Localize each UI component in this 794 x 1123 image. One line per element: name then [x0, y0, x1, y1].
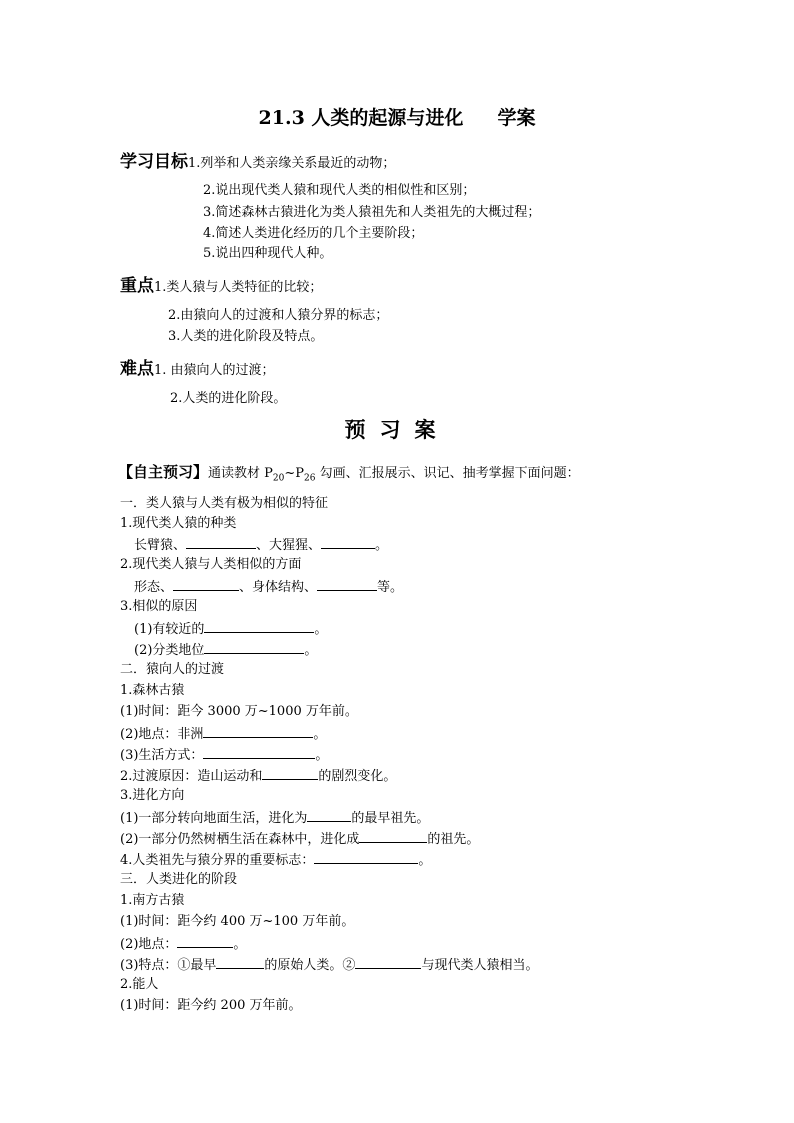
- question-heading: 2.现代类人猿与人类相似的方面: [120, 557, 302, 572]
- question-line: 形态、 、身体结构、 等。: [134, 577, 403, 597]
- answer-blank[interactable]: [186, 535, 256, 549]
- question-line: (1)时间：距今约 200 万年前。: [120, 998, 302, 1013]
- key-point-item: 3.人类的进化阶段及特点。: [168, 329, 324, 344]
- self-study-label: 【自主预习】: [118, 463, 209, 481]
- answer-blank[interactable]: [177, 934, 233, 948]
- section-heading: 一．类人猿与人类有极为相似的特征: [120, 496, 329, 511]
- question-line: (1)有较近的 。: [134, 619, 327, 639]
- key-point-item: 2.由猿向人的过渡和人猿分界的标志；: [168, 308, 389, 323]
- question-line: (2)一部分仍然树栖生活在森林中，进化成 的祖先。: [120, 829, 479, 849]
- answer-blank[interactable]: [203, 724, 313, 738]
- answer-blank[interactable]: [204, 619, 314, 633]
- key-points-line-1: [120, 277, 322, 297]
- title-suffix: 学案: [497, 107, 536, 129]
- objective-item: 1.列举和人类亲缘关系最近的动物；: [188, 156, 396, 171]
- objective-item: 5.说出四种现代人种。: [203, 246, 333, 261]
- answer-blank[interactable]: [307, 808, 351, 822]
- difficult-point-item: 2.人类的进化阶段。: [170, 391, 287, 406]
- question-line: 4.人类祖先与猿分界的重要标志： 。: [120, 850, 431, 870]
- question-line: (1)时间：距今 3000 万~1000 万年前。: [120, 704, 358, 719]
- question-heading: 3.相似的原因: [120, 599, 198, 614]
- question-heading: 2.能人: [120, 977, 159, 992]
- preview-heading: 预习案: [344, 417, 450, 442]
- answer-blank[interactable]: [321, 535, 375, 549]
- difficult-points-line-1: [120, 360, 275, 380]
- key-point-item: 1.类人猿与人类特征的比较；: [154, 280, 323, 295]
- question-line: (3)特点：①最早 的原始人类。② 与现代类人猿相当。: [120, 955, 538, 975]
- answer-blank[interactable]: [173, 577, 239, 591]
- key-points-heading: 重点: [120, 276, 154, 296]
- question-line: (2)地点：非洲 。: [120, 724, 326, 744]
- answer-blank[interactable]: [262, 766, 318, 780]
- objectives-line-1: [120, 153, 395, 173]
- question-line: 2.过渡原因：造山运动和 的剧烈变化。: [120, 766, 396, 786]
- answer-blank[interactable]: [203, 745, 315, 759]
- objective-item: 2.说出现代类人猿和现代人类的相似性和区别；: [203, 183, 476, 198]
- answer-blank[interactable]: [216, 955, 264, 969]
- difficult-points-heading: 难点: [120, 359, 154, 379]
- answer-blank[interactable]: [314, 850, 418, 864]
- section-heading: 二．猿向人的过渡: [120, 662, 225, 677]
- question-heading: 3.进化方向: [120, 788, 185, 803]
- question-heading: 1.现代类人猿的种类: [120, 516, 237, 531]
- question-heading: 1.森林古猿: [120, 683, 185, 698]
- question-line: (3)生活方式： 。: [120, 745, 328, 765]
- document-title: [0, 106, 794, 130]
- self-study-line: 【自主预习】通读教材 $P_{20}\sim P_{26}$ 勾画、汇报展示、识记、抽考掌握下面问题：: [118, 463, 580, 484]
- difficult-point-item: 1. 由猿向人的过渡；: [154, 363, 275, 378]
- question-heading: 1.南方古猿: [120, 893, 185, 908]
- objective-item: 4.简述人类进化经历的几个主要阶段；: [203, 226, 424, 241]
- answer-blank[interactable]: [317, 577, 377, 591]
- objective-item: 3.简述森林古猿进化为类人猿祖先和人类祖先的大概过程；: [203, 205, 541, 220]
- objectives-heading: 学习目标: [120, 152, 188, 172]
- question-line: (1)一部分转向地面生活，进化为 的最早祖先。: [120, 808, 429, 828]
- question-line: (2)地点： 。: [120, 934, 246, 954]
- question-line: (2)分类地位 。: [134, 640, 317, 660]
- section-heading: 三．人类进化的阶段: [120, 872, 238, 887]
- answer-blank[interactable]: [204, 640, 304, 654]
- question-line: 长臂猿、 、大猩猩、 。: [134, 535, 388, 555]
- answer-blank[interactable]: [355, 955, 421, 969]
- title-main: 21.3 人类的起源与进化: [258, 107, 464, 129]
- answer-blank[interactable]: [359, 829, 427, 843]
- question-line: (1)时间：距今约 400 万~100 万年前。: [120, 914, 355, 929]
